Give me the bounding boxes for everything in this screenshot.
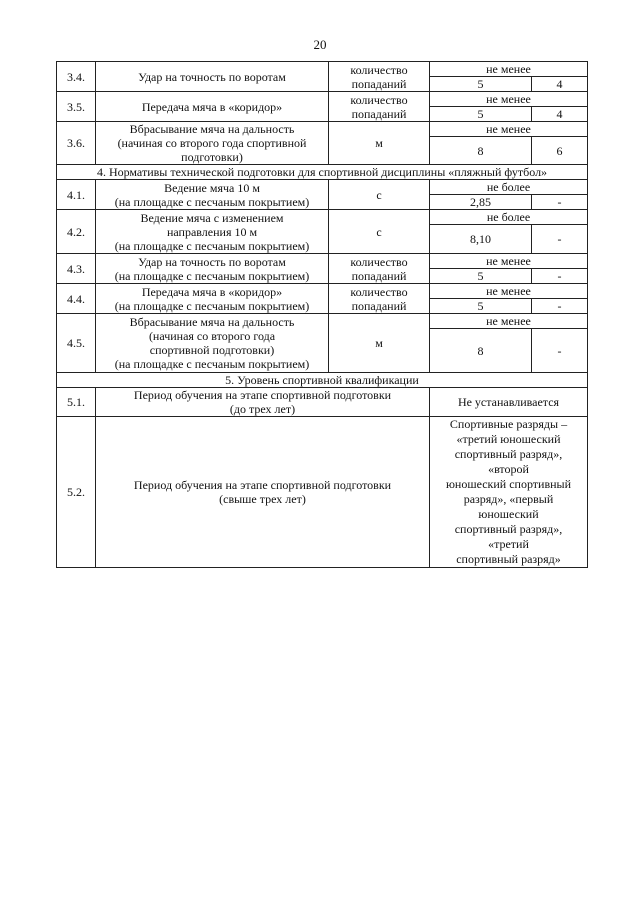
section-header-row xyxy=(57,165,588,180)
unit-cell: количество попаданий xyxy=(329,62,430,92)
value-cell: - xyxy=(532,269,588,284)
unit-cell: м xyxy=(329,122,430,165)
norm-label: не менее xyxy=(430,92,588,107)
exercise-name: Ведение мяча 10 м (на площадке с песчаным покрытием) xyxy=(96,180,329,210)
row-number: 3.4. xyxy=(57,62,96,92)
row-number: 4.4. xyxy=(57,284,96,314)
norm-label: не менее xyxy=(430,254,588,269)
exercise-name: Удар на точность по воротам (на площадке с песчаным покрытием) xyxy=(96,254,329,284)
value-cell: - xyxy=(532,299,588,314)
norms-table xyxy=(56,61,588,568)
value-cell: 4 xyxy=(532,107,588,122)
value-cell: 5 xyxy=(430,269,532,284)
row-number: 4.3. xyxy=(57,254,96,284)
unit-cell: количество попаданий xyxy=(329,284,430,314)
unit-cell: с xyxy=(329,180,430,210)
exercise-name: Передача мяча в «коридор» xyxy=(96,92,329,122)
section-title: 4. Нормативы технической подготовки для спортивной дисциплины «пляжный футбол» xyxy=(57,165,588,180)
value-cell: 5 xyxy=(430,107,532,122)
exercise-name: Вбрасывание мяча на дальность (начиная со второго года спортивной подготовки) xyxy=(96,122,329,165)
table-row xyxy=(57,254,588,269)
table-row xyxy=(57,180,588,195)
row-number: 4.1. xyxy=(57,180,96,210)
unit-cell: м xyxy=(329,314,430,373)
table-row xyxy=(57,284,588,299)
table-row xyxy=(57,417,588,568)
exercise-name: Ведение мяча с изменением направления 10 м (на площадке с песчаным покрытием) xyxy=(96,210,329,254)
row-number: 5.1. xyxy=(57,388,96,417)
unit-cell: количество попаданий xyxy=(329,92,430,122)
norm-label: не более xyxy=(430,210,588,225)
table-row xyxy=(57,62,588,77)
section-header-row xyxy=(57,373,588,388)
value-cell: 5 xyxy=(430,77,532,92)
value-cell: - xyxy=(532,195,588,210)
value-cell: - xyxy=(532,329,588,373)
value-cell: 4 xyxy=(532,77,588,92)
table-row xyxy=(57,314,588,329)
table-row xyxy=(57,92,588,107)
value-cell: 5 xyxy=(430,299,532,314)
table-row xyxy=(57,210,588,225)
row-number: 5.2. xyxy=(57,417,96,568)
exercise-name: Передача мяча в «коридор» (на площадке с песчаным покрытием) xyxy=(96,284,329,314)
period-name: Период обучения на этапе спортивной подготовки (до трех лет) xyxy=(96,388,430,417)
row-number: 3.6. xyxy=(57,122,96,165)
value-cell: 8,10 xyxy=(430,225,532,254)
norm-label: не менее xyxy=(430,314,588,329)
norm-label: не более xyxy=(430,180,588,195)
qualification-value: Спортивные разряды – «третий юношеский спортивный разряд», «второй юношеский спортивный разряд», «первый юношеский спортивный разряд», «третий спортивный разряд» xyxy=(430,417,588,568)
period-name: Период обучения на этапе спортивной подготовки (свыше трех лет) xyxy=(96,417,430,568)
table-row xyxy=(57,122,588,137)
norm-label: не менее xyxy=(430,284,588,299)
section-title: 5. Уровень спортивной квалификации xyxy=(57,373,588,388)
exercise-name: Удар на точность по воротам xyxy=(96,62,329,92)
table-row xyxy=(57,388,588,417)
value-cell: 8 xyxy=(430,137,532,165)
unit-cell: количество попаданий xyxy=(329,254,430,284)
exercise-name: Вбрасывание мяча на дальность (начиная со второго года спортивной подготовки) (на площадке с песчаным покрытием) xyxy=(96,314,329,373)
value-cell: 2,85 xyxy=(430,195,532,210)
norm-label: не менее xyxy=(430,122,588,137)
value-cell: - xyxy=(532,225,588,254)
unit-cell: с xyxy=(329,210,430,254)
row-number: 4.2. xyxy=(57,210,96,254)
page-number: 20 xyxy=(313,37,327,52)
row-number: 4.5. xyxy=(57,314,96,373)
value-cell: 6 xyxy=(532,137,588,165)
row-number: 3.5. xyxy=(57,92,96,122)
qualification-value: Не устанавливается xyxy=(430,388,588,417)
norm-label: не менее xyxy=(430,62,588,77)
value-cell: 8 xyxy=(430,329,532,373)
